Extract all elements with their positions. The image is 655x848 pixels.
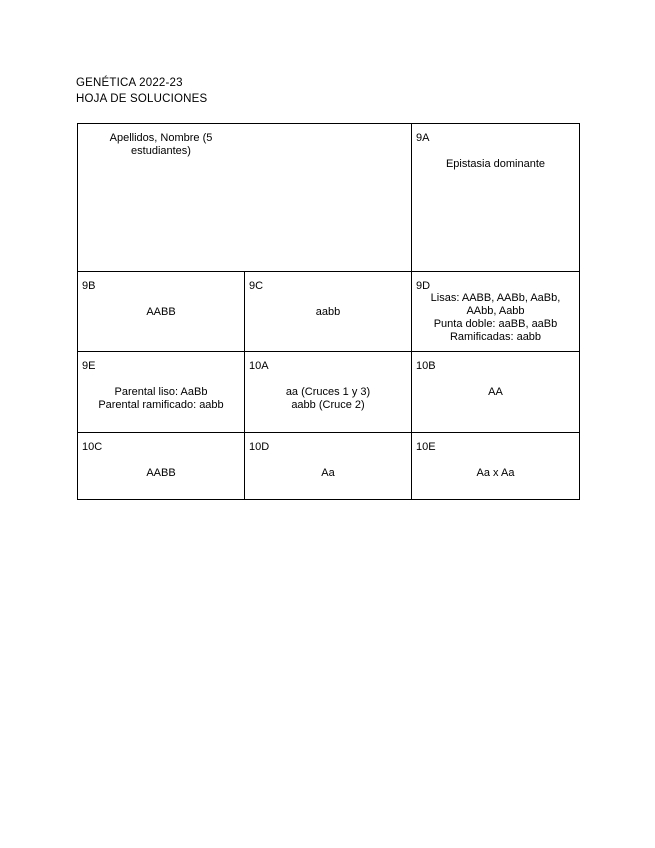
- answer-text: Parental liso: AaBb Parental ramificado: aabb: [98, 386, 224, 411]
- answer-cell-10b: [412, 352, 580, 433]
- question-label: 10B: [416, 360, 436, 372]
- question-label: 9A: [416, 132, 430, 144]
- answer-text: AA: [488, 386, 503, 398]
- question-label: 10E: [416, 441, 436, 453]
- answer-text: Aa: [321, 467, 335, 479]
- answer-cell-9a: [412, 124, 580, 272]
- answer-cell-9b: [78, 272, 245, 352]
- question-label: 9C: [249, 280, 264, 292]
- answer-cell-10e: [412, 433, 580, 500]
- answer-text: AABB: [146, 467, 176, 479]
- answer-text: Epistasia dominante: [445, 158, 546, 170]
- course-title: GENÉTICA 2022-23: [76, 77, 183, 89]
- question-label: 10D: [249, 441, 270, 453]
- answer-text: aabb: [315, 306, 341, 318]
- question-label: 10A: [249, 360, 269, 372]
- answer-cell-9e: [78, 352, 245, 433]
- student-names-label: Apellidos, Nombre (5 estudiantes): [109, 132, 213, 157]
- answer-cell-10a: [245, 352, 412, 433]
- answer-text: Lisas: AABB, AABb, AaBb, AAbb, Aabb Punta doble: aaBB, aaBb Ramificadas: aabb: [430, 292, 561, 343]
- question-label: 9B: [82, 280, 96, 292]
- answer-text: aa (Cruces 1 y 3) aabb (Cruce 2): [285, 386, 371, 411]
- answer-text: Aa x Aa: [476, 467, 515, 479]
- student-names-box[interactable]: [78, 124, 412, 272]
- answer-text: AABB: [146, 306, 176, 318]
- sheet-title: HOJA DE SOLUCIONES: [76, 92, 208, 105]
- answer-cell-9c: [245, 272, 412, 352]
- question-label: 10C: [82, 441, 103, 453]
- question-label: 9D: [416, 280, 431, 292]
- answer-cell-10c: [78, 433, 245, 500]
- answer-cell-9d: [412, 272, 580, 352]
- answer-grid: [77, 123, 580, 500]
- question-label: 9E: [82, 360, 96, 372]
- document-header: [76, 76, 207, 107]
- answer-cell-10d: [245, 433, 412, 500]
